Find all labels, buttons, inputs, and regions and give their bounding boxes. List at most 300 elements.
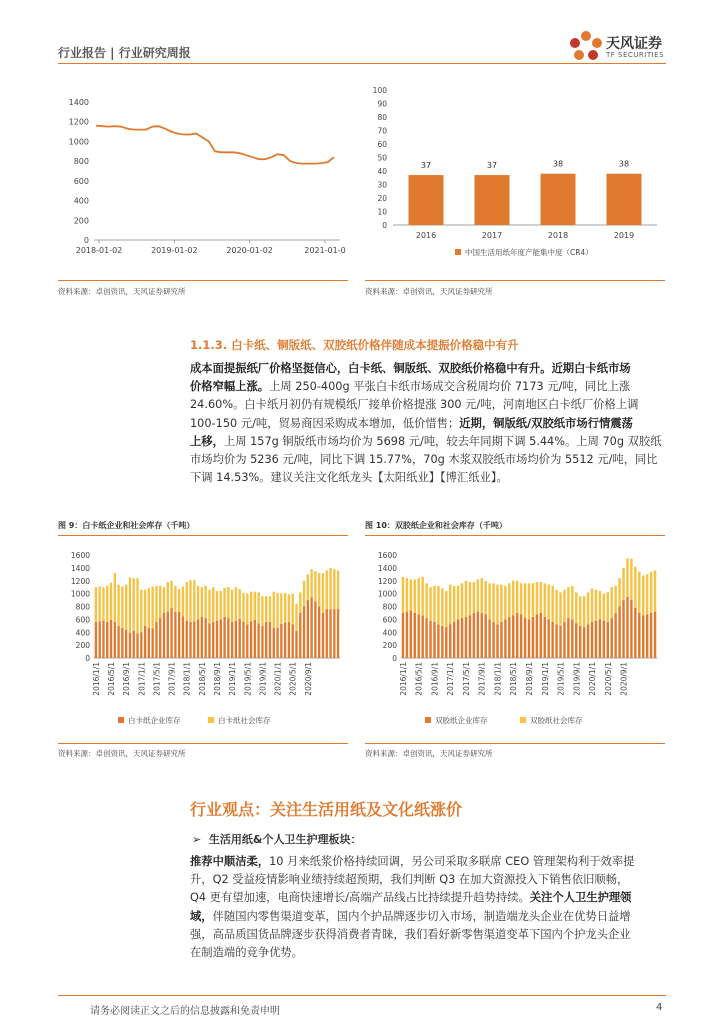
body-text: 在制造端的竞争优势。 bbox=[190, 946, 303, 960]
y-tick-label: 400 bbox=[73, 196, 89, 206]
y-tick-label: 30 bbox=[377, 180, 387, 190]
y-tick-label: 1600 bbox=[377, 551, 397, 560]
bar-enterprise bbox=[650, 613, 652, 658]
body-text: 强，高品质国货品牌逐步获得消费者青睐，我们看好新零售渠道变革下国内个护龙头企业 bbox=[190, 927, 631, 941]
bar-enterprise bbox=[148, 628, 150, 658]
paragraph-line bbox=[190, 433, 668, 451]
bar-enterprise bbox=[402, 613, 404, 658]
data-label: 37 bbox=[420, 161, 432, 171]
bar-social bbox=[148, 588, 150, 628]
bar-social bbox=[402, 577, 404, 613]
body-text: 伴随国内零售渠道变革，国内个护品牌逐步切入市场，制造端龙头企业在优势日益增 bbox=[212, 909, 631, 923]
bar-social bbox=[433, 586, 435, 622]
bar-enterprise bbox=[121, 628, 123, 658]
cr4-bar-chart bbox=[365, 80, 665, 275]
bar-enterprise bbox=[528, 619, 530, 658]
bar-social bbox=[204, 586, 206, 618]
bar-social bbox=[528, 583, 530, 619]
bullet-text: 生活用纸&个人卫生护理板块： bbox=[208, 833, 362, 846]
bar-social bbox=[318, 573, 320, 606]
legend-label: 白卡纸企业库存 bbox=[128, 716, 181, 725]
bar-enterprise bbox=[559, 626, 561, 658]
x-tick-label: 2019/1/1 bbox=[540, 662, 550, 696]
bar-enterprise bbox=[555, 625, 557, 658]
body-text: 下调 14.53%。建议关注文化纸龙头【太阳纸业】【博汇纸业】。 bbox=[190, 471, 508, 485]
bold-text: 上移， bbox=[190, 434, 224, 448]
x-tick-label: 2017/9/1 bbox=[477, 662, 487, 696]
bar-enterprise bbox=[414, 613, 416, 658]
bar-social bbox=[508, 583, 510, 616]
bar-social bbox=[242, 593, 244, 622]
bar-enterprise bbox=[250, 621, 252, 658]
bar-enterprise bbox=[449, 625, 451, 658]
bar-social bbox=[239, 589, 241, 619]
x-tick-label: 2017/5/1 bbox=[152, 662, 162, 696]
bar-enterprise bbox=[170, 608, 172, 658]
bar-social bbox=[129, 578, 131, 633]
bar-enterprise bbox=[125, 630, 127, 658]
x-tick-label: 2020/9/1 bbox=[619, 662, 629, 696]
legend-label: 白卡纸社会库存 bbox=[218, 716, 271, 725]
section-title: 1.1.3. 白卡纸、铜版纸、双胶纸价格伴随成本提振价格稳中有升 bbox=[190, 338, 519, 352]
bar-enterprise bbox=[102, 621, 104, 658]
bar-enterprise bbox=[310, 597, 312, 658]
x-tick-label: 2018/5/1 bbox=[197, 662, 207, 696]
bar-social bbox=[326, 570, 328, 609]
bar-social bbox=[159, 586, 161, 618]
bar-social bbox=[322, 573, 324, 613]
bar-enterprise bbox=[406, 612, 408, 658]
bar-enterprise bbox=[532, 617, 534, 658]
bar-social bbox=[117, 585, 119, 626]
bar-social bbox=[429, 587, 431, 620]
bar-social bbox=[329, 568, 331, 609]
bar-enterprise bbox=[227, 618, 229, 658]
bar-social bbox=[254, 592, 256, 620]
bar-social bbox=[167, 582, 169, 612]
x-tick-label: 2018 bbox=[547, 231, 569, 240]
bar-social bbox=[536, 582, 538, 614]
page-number: 4 bbox=[656, 1002, 663, 1013]
bar-enterprise bbox=[429, 621, 431, 658]
bar-social bbox=[201, 587, 203, 617]
company-logo-icon bbox=[566, 26, 606, 62]
bar-social bbox=[650, 572, 652, 613]
whiteboard-inventory-chart bbox=[58, 545, 348, 730]
figure-9-title: 图 9：白卡纸企业和社会库存（千吨） bbox=[58, 521, 195, 530]
bar-enterprise bbox=[453, 622, 455, 658]
bar-enterprise bbox=[333, 609, 335, 658]
y-tick-label: 1000 bbox=[377, 589, 397, 599]
bar-social bbox=[110, 583, 112, 620]
bar-social bbox=[220, 591, 222, 619]
bar-social bbox=[654, 570, 656, 611]
bar-social bbox=[265, 596, 267, 622]
legend-swatch bbox=[520, 717, 526, 723]
body-text: 上周 250-400g 平张白卡纸市场成交含税周均价 7173 元/吨，同比上涨 bbox=[269, 380, 631, 394]
y-tick-label: 800 bbox=[382, 602, 397, 612]
x-tick-label: 2018-01-02 bbox=[75, 246, 123, 255]
legend-swatch bbox=[208, 717, 214, 723]
bar-social bbox=[193, 580, 195, 621]
bar-social bbox=[414, 579, 416, 612]
logo-text: 天风证券 bbox=[606, 36, 662, 52]
bar-social bbox=[421, 577, 423, 616]
bar-social bbox=[544, 583, 546, 616]
bar-enterprise bbox=[512, 616, 514, 658]
bar-enterprise bbox=[654, 612, 656, 658]
bar-enterprise bbox=[622, 600, 624, 658]
bar-social bbox=[599, 591, 601, 619]
bar-social bbox=[481, 578, 483, 613]
body-text: 上周 157g 铜版纸市场均价为 5698 元/吨，较去年同期下调 5.44%。上周 70g 双胶纸 bbox=[223, 434, 662, 448]
y-tick-label: 0 bbox=[382, 221, 387, 230]
legend-label: 双胶纸社会库存 bbox=[530, 716, 583, 725]
bar-enterprise bbox=[421, 616, 423, 658]
bold-text: 价格窄幅上涨。 bbox=[190, 380, 270, 394]
bar-social bbox=[563, 590, 565, 622]
bar-social bbox=[121, 587, 123, 628]
bar-enterprise bbox=[273, 628, 275, 658]
y-tick-label: 600 bbox=[382, 615, 397, 625]
x-tick-label: 2019/5/1 bbox=[556, 662, 566, 696]
bar-enterprise bbox=[223, 617, 225, 658]
x-tick-label: 2017 bbox=[481, 231, 503, 240]
bar-social bbox=[646, 574, 648, 614]
x-tick-label: 2018/1/1 bbox=[182, 662, 192, 696]
bar-social bbox=[595, 590, 597, 621]
bar-social bbox=[99, 587, 101, 622]
x-tick-label: 2016/1/1 bbox=[398, 662, 408, 696]
bar-enterprise bbox=[603, 621, 605, 658]
y-tick-label: 600 bbox=[75, 615, 90, 625]
bar-enterprise bbox=[106, 622, 108, 658]
bar-social bbox=[151, 587, 153, 629]
bar-social bbox=[614, 586, 616, 613]
source-divider bbox=[365, 280, 665, 281]
paragraph-paper-prices bbox=[190, 360, 668, 487]
bar-social bbox=[280, 594, 282, 624]
x-tick-label: 2016/9/1 bbox=[430, 662, 440, 696]
bar-social bbox=[516, 581, 518, 613]
paragraph-line bbox=[190, 396, 668, 414]
y-tick-label: 1200 bbox=[68, 117, 89, 127]
bar-enterprise bbox=[465, 617, 467, 658]
bar-enterprise bbox=[461, 618, 463, 658]
bar-enterprise bbox=[500, 622, 502, 658]
bullet-heading bbox=[192, 831, 361, 847]
bar-social bbox=[136, 578, 138, 633]
bar-enterprise bbox=[280, 624, 282, 658]
bar-enterprise bbox=[587, 625, 589, 658]
x-tick-label: 2019/1/1 bbox=[228, 662, 238, 696]
bar-social bbox=[559, 592, 561, 625]
x-tick-label: 2020-01-02 bbox=[226, 246, 273, 255]
bar-enterprise bbox=[571, 619, 573, 658]
legend-label: 中国生活用纸年度产能集中度（CR4） bbox=[465, 248, 593, 257]
bar-enterprise bbox=[201, 617, 203, 658]
y-tick-label: 50 bbox=[377, 153, 387, 163]
bar-social bbox=[273, 592, 275, 628]
bar-social bbox=[488, 583, 490, 619]
legend-label: 双胶纸企业库存 bbox=[435, 716, 488, 725]
y-tick-label: 1400 bbox=[68, 98, 89, 107]
bar-enterprise bbox=[567, 618, 569, 658]
bar-social bbox=[425, 583, 427, 618]
x-tick-label: 2016/5/1 bbox=[107, 662, 117, 696]
bar-enterprise bbox=[520, 614, 522, 658]
bar-enterprise bbox=[595, 621, 597, 658]
bar-social bbox=[410, 579, 412, 610]
bar-enterprise bbox=[410, 610, 412, 658]
bar-social bbox=[284, 593, 286, 623]
bar-enterprise bbox=[292, 625, 294, 658]
bar-social bbox=[208, 590, 210, 623]
bar-social bbox=[618, 578, 620, 606]
bar-social bbox=[512, 581, 514, 616]
bar-enterprise bbox=[642, 616, 644, 658]
y-tick-label: 60 bbox=[377, 140, 387, 149]
bar-enterprise bbox=[322, 613, 324, 658]
paragraph-line bbox=[190, 871, 668, 889]
x-tick-label: 2020/9/1 bbox=[303, 662, 313, 696]
bar-social bbox=[155, 586, 157, 622]
figure-10-title: 图 10：双胶纸企业和社会库存（千吨） bbox=[365, 521, 507, 530]
bar-enterprise bbox=[638, 613, 640, 658]
bar-social bbox=[496, 585, 498, 625]
bar-enterprise bbox=[163, 613, 165, 658]
bar-enterprise bbox=[445, 627, 447, 658]
x-tick-label: 2021-01-0 bbox=[304, 246, 346, 255]
bar-enterprise bbox=[524, 618, 526, 658]
bar-enterprise bbox=[437, 625, 439, 658]
x-tick-label: 2020/5/1 bbox=[288, 662, 298, 696]
bar-enterprise bbox=[536, 614, 538, 658]
bar-social bbox=[583, 596, 585, 627]
header-divider bbox=[58, 63, 666, 64]
bar-social bbox=[504, 586, 506, 619]
bold-text: 近期，铜版纸/双胶纸市场行情震荡 bbox=[459, 416, 633, 430]
y-tick-label: 800 bbox=[75, 602, 90, 612]
bar-social bbox=[246, 594, 248, 625]
x-tick-label: 2018/1/1 bbox=[493, 662, 503, 696]
footer-disclaimer: 请务必阅读正文之后的信息披露和免责申明 bbox=[90, 1006, 280, 1017]
x-tick-label: 2019/9/1 bbox=[258, 662, 268, 696]
bar-social bbox=[630, 559, 632, 600]
bar-social bbox=[333, 569, 335, 609]
bar-social bbox=[547, 585, 549, 620]
data-label: 37 bbox=[486, 161, 498, 171]
source-note: 资料来源：卓创资讯，天风证券研究所 bbox=[365, 749, 493, 758]
report-header: 行业报告 | 行业研究周报 bbox=[58, 46, 191, 60]
bold-text: 域， bbox=[190, 909, 213, 923]
legend-swatch bbox=[455, 249, 461, 255]
bar-social bbox=[144, 590, 146, 626]
footer-divider bbox=[58, 995, 666, 996]
y-tick-label: 1400 bbox=[377, 563, 397, 573]
bar-enterprise bbox=[547, 619, 549, 658]
bar-social bbox=[445, 591, 447, 627]
bar-enterprise bbox=[299, 613, 301, 658]
x-tick-label: 2019/5/1 bbox=[243, 662, 253, 696]
bar-enterprise bbox=[481, 613, 483, 658]
bar-social bbox=[288, 594, 290, 622]
y-tick-label: 400 bbox=[382, 628, 397, 638]
bar-social bbox=[133, 578, 135, 631]
bar-enterprise bbox=[197, 619, 199, 658]
bar-enterprise bbox=[136, 634, 138, 658]
bar-enterprise bbox=[433, 622, 435, 658]
body-text: Q4 更有望加速，电商快速增长/高端产品线占比持续提升趋势持续。 bbox=[190, 891, 530, 905]
bar-social bbox=[197, 586, 199, 619]
x-tick-label: 2016/5/1 bbox=[414, 662, 424, 696]
bar-enterprise bbox=[144, 626, 146, 658]
paragraph-line bbox=[190, 908, 668, 926]
bar-enterprise bbox=[634, 608, 636, 658]
bar-enterprise bbox=[477, 612, 479, 658]
x-tick-label: 2017/9/1 bbox=[167, 662, 177, 696]
bar-enterprise bbox=[220, 619, 222, 658]
paragraph-line bbox=[190, 889, 668, 907]
bar-enterprise bbox=[265, 622, 267, 658]
bar-social bbox=[622, 568, 624, 600]
bar-enterprise bbox=[544, 617, 546, 658]
bar bbox=[475, 175, 510, 225]
bar-social bbox=[567, 587, 569, 618]
bar-enterprise bbox=[155, 622, 157, 658]
bar-social bbox=[216, 591, 218, 621]
y-tick-label: 20 bbox=[377, 194, 387, 203]
y-tick-label: 1000 bbox=[70, 589, 90, 599]
bar-enterprise bbox=[326, 609, 328, 658]
bar-enterprise bbox=[630, 600, 632, 658]
y-tick-label: 10 bbox=[377, 207, 387, 217]
bar-enterprise bbox=[261, 626, 263, 658]
bar-social bbox=[406, 578, 408, 611]
bar-social bbox=[579, 596, 581, 626]
bar-enterprise bbox=[618, 607, 620, 659]
body-text: 100-150 元/吨，贸易商因采购成本增加，低价惜售； bbox=[190, 416, 460, 430]
paragraph-tissue-view bbox=[190, 853, 668, 962]
bar-enterprise bbox=[441, 626, 443, 658]
source-note: 资料来源：卓创资讯，天风证券研究所 bbox=[58, 749, 186, 758]
x-tick-label: 2018/5/1 bbox=[509, 662, 519, 696]
y-tick-label: 90 bbox=[377, 99, 387, 109]
bar-social bbox=[163, 587, 165, 613]
bar-enterprise bbox=[425, 618, 427, 658]
bar-enterprise bbox=[318, 607, 320, 659]
paragraph-line bbox=[190, 944, 668, 962]
bar-enterprise bbox=[174, 612, 176, 658]
figure-divider bbox=[58, 535, 348, 536]
price-line-chart bbox=[58, 90, 348, 260]
bar-social bbox=[182, 587, 184, 617]
body-text: 市场均价为 5236 元/吨，同比下调 15.77%，70g 木浆双胶纸市场均价为 5512 元/吨，同比 bbox=[190, 453, 658, 467]
bar-social bbox=[140, 590, 142, 632]
bar-enterprise bbox=[473, 613, 475, 658]
bar-social bbox=[227, 587, 229, 618]
bar-enterprise bbox=[563, 622, 565, 658]
bar-enterprise bbox=[133, 631, 135, 658]
bar-social bbox=[532, 583, 534, 616]
bar-social bbox=[520, 583, 522, 614]
y-tick-label: 600 bbox=[73, 176, 89, 186]
bar-enterprise bbox=[540, 613, 542, 658]
y-tick-label: 0 bbox=[85, 654, 90, 663]
bar-social bbox=[465, 581, 467, 617]
bar-enterprise bbox=[288, 622, 290, 658]
bar-social bbox=[295, 604, 297, 631]
bar-enterprise bbox=[182, 616, 184, 658]
bar-enterprise bbox=[607, 622, 609, 658]
x-tick-label: 2020/1/1 bbox=[273, 662, 283, 696]
x-tick-label: 2017/1/1 bbox=[137, 662, 147, 696]
bar-enterprise bbox=[178, 612, 180, 658]
bar-social bbox=[418, 578, 420, 614]
bar-social bbox=[492, 583, 494, 622]
bar-enterprise bbox=[140, 632, 142, 658]
bar-enterprise bbox=[575, 623, 577, 658]
bar-enterprise bbox=[212, 622, 214, 658]
bar-social bbox=[638, 572, 640, 613]
bar-social bbox=[461, 583, 463, 618]
bar-social bbox=[114, 573, 116, 622]
body-text: 10 月来纸浆价格持续回调，另公司采取多联席 CEO 管理架构利于效率提 bbox=[269, 855, 635, 868]
bar bbox=[409, 175, 444, 225]
bar-enterprise bbox=[599, 619, 601, 658]
bar-enterprise bbox=[583, 627, 585, 658]
bar-enterprise bbox=[303, 607, 305, 659]
bar-enterprise bbox=[418, 614, 420, 658]
bar-social bbox=[212, 587, 214, 622]
y-tick-label: 1000 bbox=[68, 137, 89, 147]
x-tick-label: 2016/1/1 bbox=[91, 662, 101, 696]
bar-social bbox=[571, 586, 573, 619]
y-tick-label: 1600 bbox=[70, 551, 90, 560]
bar-social bbox=[189, 580, 191, 622]
bar-enterprise bbox=[551, 622, 553, 658]
bar-social bbox=[106, 586, 108, 622]
bar-social bbox=[477, 579, 479, 611]
bar-social bbox=[178, 589, 180, 612]
source-note: 资料来源：卓创资讯，天风证券研究所 bbox=[365, 287, 493, 296]
bar-social bbox=[551, 586, 553, 622]
paragraph-line bbox=[190, 451, 668, 469]
bar-enterprise bbox=[117, 626, 119, 658]
bar-enterprise bbox=[591, 622, 593, 658]
source-note: 资料来源：卓创资讯，天风证券研究所 bbox=[58, 287, 186, 296]
bar-enterprise bbox=[307, 600, 309, 658]
bar-social bbox=[484, 581, 486, 614]
x-tick-label: 2020/1/1 bbox=[588, 662, 598, 696]
bar-social bbox=[95, 587, 97, 622]
bar-social bbox=[469, 582, 471, 615]
y-tick-label: 1200 bbox=[70, 576, 90, 586]
bar-enterprise bbox=[469, 616, 471, 658]
industry-view-title: 行业观点：关注生活用纸及文化纸涨价 bbox=[190, 800, 463, 819]
bar-social bbox=[634, 567, 636, 608]
paragraph-line bbox=[190, 853, 668, 871]
bar-enterprise bbox=[99, 621, 101, 658]
bar-social bbox=[449, 585, 451, 625]
bar-social bbox=[314, 571, 316, 601]
y-tick-label: 200 bbox=[75, 641, 90, 651]
y-tick-label: 200 bbox=[73, 216, 89, 226]
bar-enterprise bbox=[114, 622, 116, 658]
arrow-bullet-icon: ➢ bbox=[192, 833, 202, 846]
x-tick-label: 2017/5/1 bbox=[461, 662, 471, 696]
x-tick-label: 2017/1/1 bbox=[446, 662, 456, 696]
